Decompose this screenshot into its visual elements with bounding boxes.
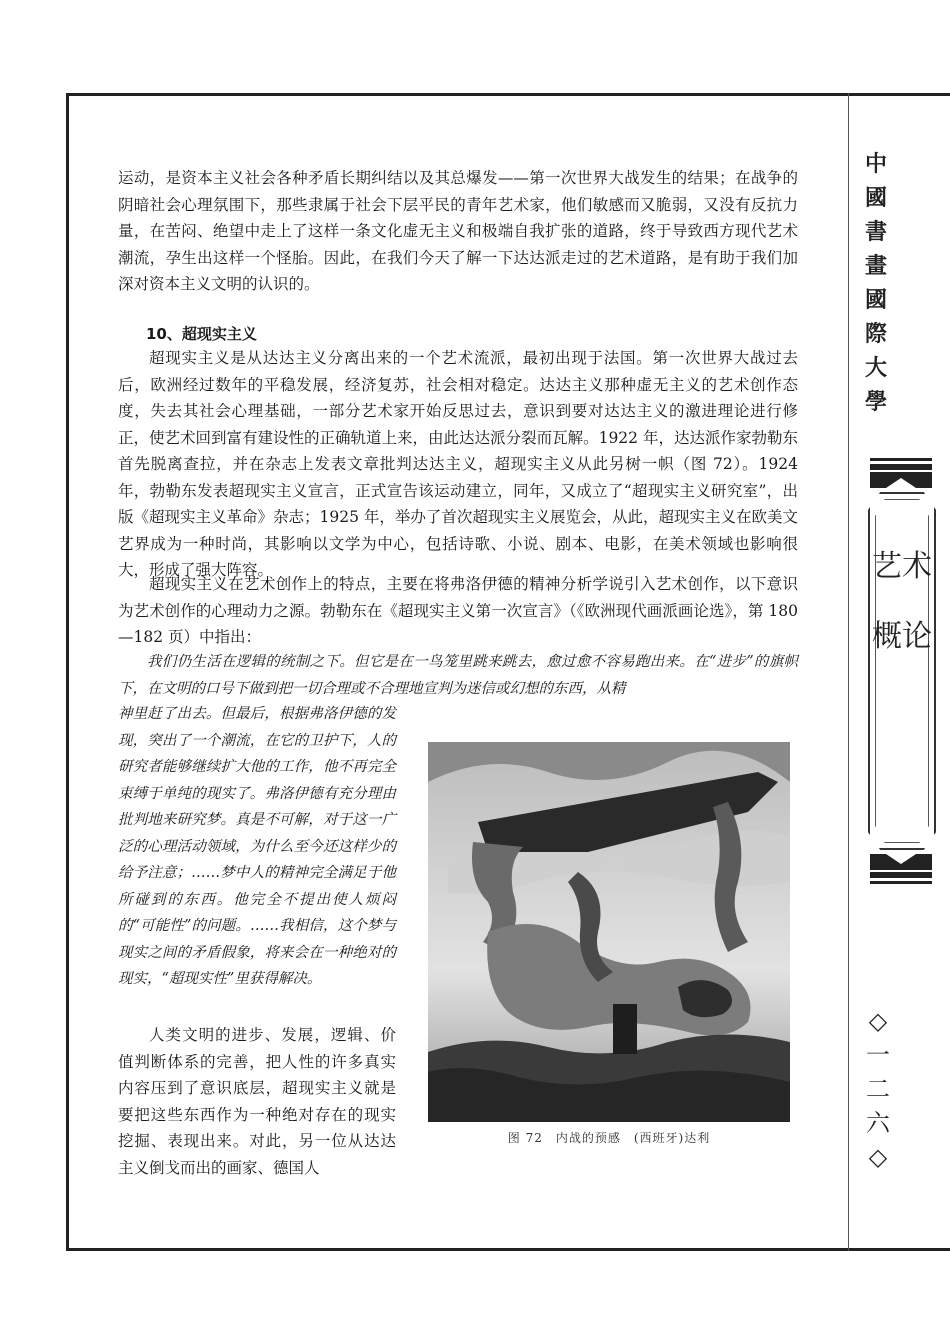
paragraph-3: 超现实主义在艺术创作上的特点，主要在将弗洛伊德的精神分析学说引入艺术创作，以下意识为艺术创作的心理动力之源。勃勒东在《超现实主义第一次宣言》（《欧洲现代画派画论选》，第 180—182 页）中指出： <box>118 575 798 646</box>
figure-caption: 图 72 内战的预感 (西班牙)达利 <box>507 1131 711 1145</box>
paragraph-4: 人类文明的进步、发展，逻辑、价值判断体系的完善，把人性的许多真实内容压到了意识底层，超现实主义就是要把这些东西作为一种绝对存在的现实挖掘、表现出来。对此，另一位从达达主义倒戈而出的画家、德国人 <box>118 1026 396 1177</box>
sidebar-divider <box>848 93 849 1251</box>
paragraph-1: 运动，是资本主义社会各种矛盾长期纠结以及其总爆发——第一次世界大战发生的结果；在战争的阴暗社会心理氛围下，那些隶属于社会下层平民的青年艺术家，他们敏感而又脆弱，又没有反抗力量，在苦闷、绝望中走上了这样一条文化虚无主义和极端自我扩张的道路，终于导致西方现代艺术潮流，孕生出这样一个怪胎。因此，在我们今天了解一下达达派走过的艺术道路，是有助于我们加深对资本主义文明的认识的。 <box>118 169 798 293</box>
sidebar-brand: 中國書畫國際大學 <box>864 152 887 415</box>
ornament-bottom-icon <box>870 848 932 884</box>
block-quote-narrow: 神里赶了出去。但最后，根据弗洛伊德的发现，突出了一个潮流，在它的卫护下，人的研究者能够继续扩大他的工作，他不再完全束缚于单纯的现实了。弗洛伊德有充分理由批判地来研究梦。真是不可解，对于这一广泛的心理活动领域，为什么至今还这样少的给予注意；……梦中人的精神完全满足于他所碰到的东西。他完全不提出使人烦闷的“可能性”的问题。……我相信，这个梦与现实之间的矛盾假象，将来会在一种绝对的现实，“超现实性”里获得解决。 <box>118 706 396 987</box>
section-heading: 10、超现实主义 <box>146 325 257 343</box>
figure-image <box>428 742 790 1122</box>
paragraph-2: 超现实主义是从达达主义分离出来的一个艺术流派，最初出现于法国。第一次世界大战过去后，欧洲经过数年的平稳发展，经济复苏，社会相对稳定。达达主义那种虚无主义的艺术创作态度，失去其社会心理基础，一部分艺术家开始反思过去，意识到要对达达主义的激进理论进行修正，使艺术回到富有建设性的正确轨道上来，由此达达派分裂而瓦解。1922 年，达达派作家勃勒东首先脱离查拉，并在杂志上发表文章批判达达主义，超现实主义从此另树一帜（图 72）。1924 年，勃勒东发表超现实主义宣言，正式宣告该运动建立，同年，又成立了“超现实主义研究室”，出版《超现实主义革命》杂志；1925 年，举办了首次超现实主义展览会，从此，超现实主义在欧美文艺界成为一种时尚，其影响以文学为中心，包括诗歌、小说、剧本、电影，在美术领域也影响很大，形成了强大阵容。 <box>118 349 798 579</box>
page-number: ◇一二六◇ <box>866 1007 890 1171</box>
surrealist-painting-icon <box>428 742 790 1122</box>
block-quote-wide: 我们仍生活在逻辑的统制之下。但它是在一鸟笼里跳来跳去，愈过愈不容易跑出来。在“进步”的旗帜下，在文明的口号下做到把一切合理或不合理地宣判为迷信或幻想的东西，从精 <box>118 654 798 697</box>
section-title: 艺术概论 <box>872 549 932 654</box>
ornament-top-icon <box>870 458 932 494</box>
